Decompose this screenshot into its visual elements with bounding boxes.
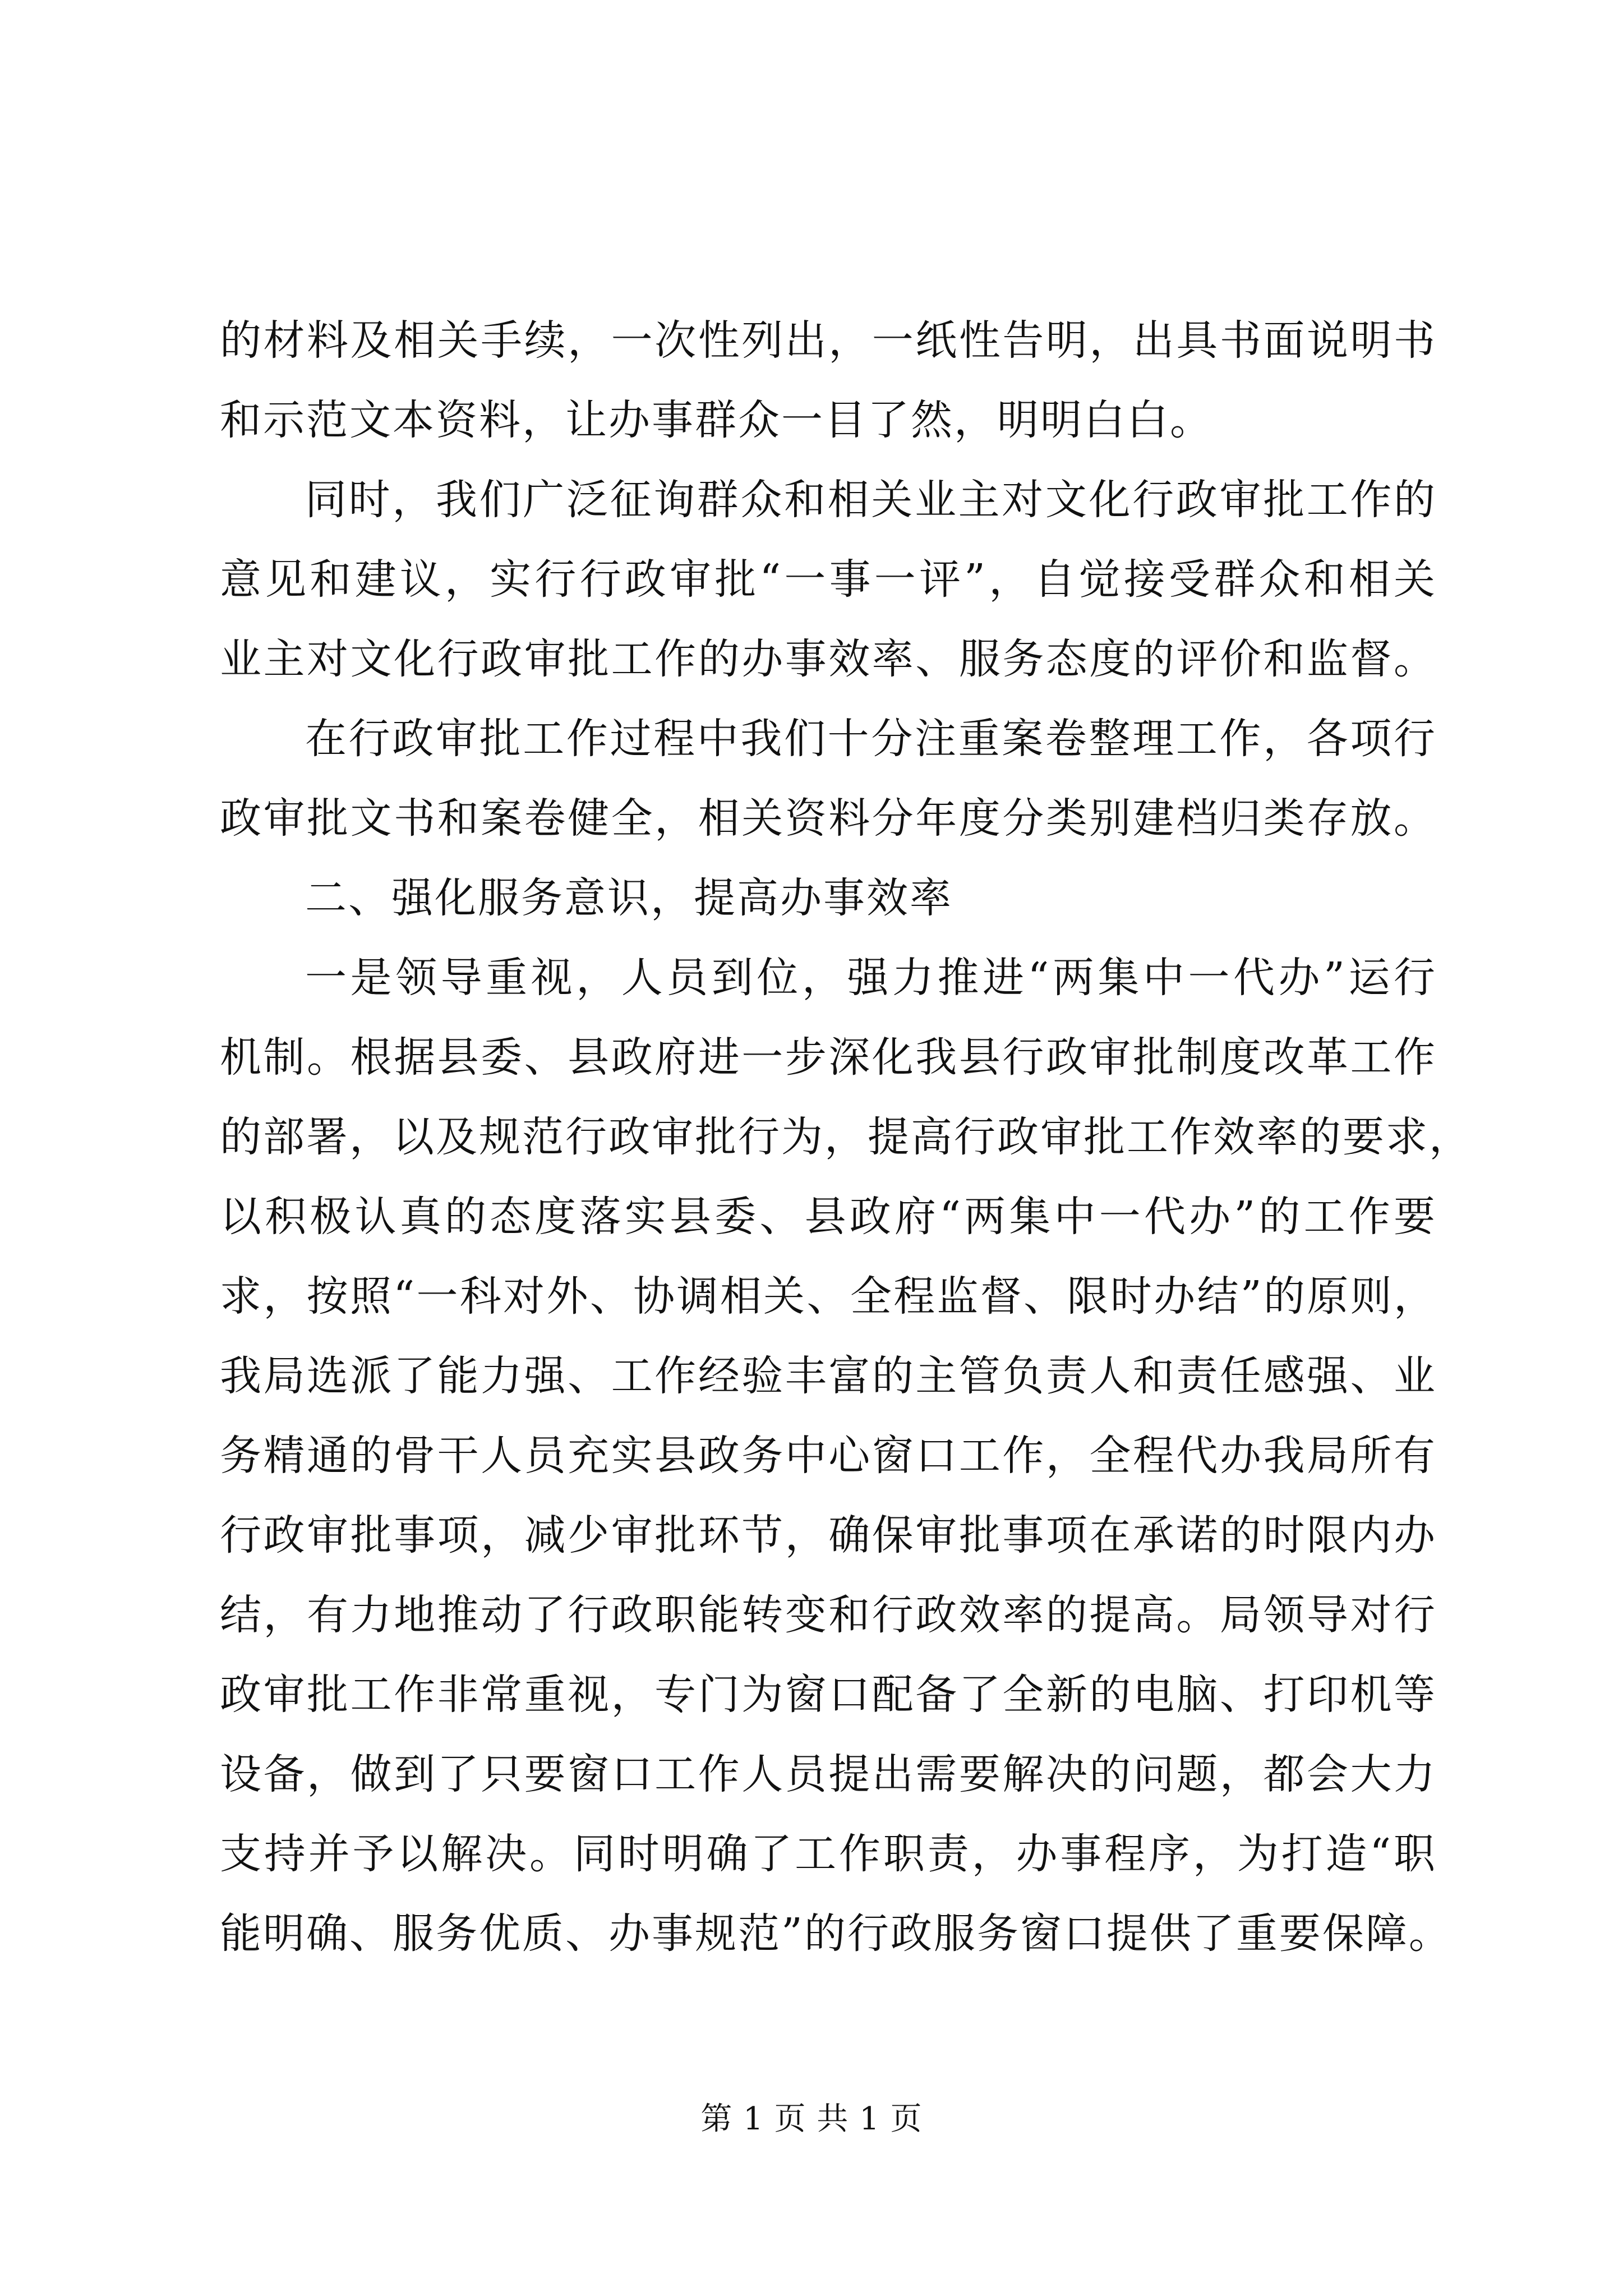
text-line: 政审批文书和案卷健全，相关资料分年度分类别建档归类存放。 <box>220 794 1437 843</box>
page-number-footer: 第 1 页 共 1 页 <box>700 2101 923 2137</box>
body-text <box>220 301 1472 1973</box>
text-line: 务精通的骨干人员充实县政务中心窗口工作，全程代办我局所有 <box>220 1432 1437 1480</box>
text-line: 的部署，以及规范行政审批行为，提高行政审批工作效率的要求， <box>220 1113 1472 1161</box>
text-line: 行政审批事项，减少审批环节，确保审批事项在承诺的时限内办 <box>220 1511 1437 1559</box>
text-line: 求，按照“一科对外、协调相关、全程监督、限时办结”的原则， <box>220 1272 1437 1320</box>
text-line: 意见和建议，实行行政审批“一事一评”，自觉接受群众和相关 <box>220 555 1437 604</box>
paragraph-start-line: 一是领导重视，人员到位，强力推进“两集中一代办”运行 <box>305 954 1437 1002</box>
paragraph-start-line: 在行政审批工作过程中我们十分注重案卷整理工作，各项行 <box>305 715 1437 763</box>
text-line: 能明确、服务优质、办事规范”的行政服务窗口提供了重要保障。 <box>220 1910 1452 1958</box>
text-line: 和示范文本资料，让办事群众一目了然，明明白白。 <box>220 396 1213 444</box>
text-line: 设备，做到了只要窗口工作人员提出需要解决的问题，都会大力 <box>220 1750 1437 1798</box>
text-line: 结，有力地推动了行政职能转变和行政效率的提高。局领导对行 <box>220 1591 1437 1639</box>
paragraph-start-line: 同时，我们广泛征询群众和相关业主对文化行政审批工作的 <box>305 476 1437 524</box>
text-line: 机制。根据县委、县政府进一步深化我县行政审批制度改革工作 <box>220 1033 1437 1082</box>
text-line: 业主对文化行政审批工作的办事效率、服务态度的评价和监督。 <box>220 635 1437 683</box>
text-line: 我局选派了能力强、工作经验丰富的主管负责人和责任感强、业 <box>220 1352 1437 1400</box>
text-line: 政审批工作非常重视，专门为窗口配备了全新的电脑、打印机等 <box>220 1671 1437 1719</box>
text-line: 以积极认真的态度落实县委、县政府“两集中一代办”的工作要 <box>220 1193 1437 1241</box>
section-heading: 二、强化服务意识，提高办事效率 <box>305 874 953 922</box>
text-line: 的材料及相关手续，一次性列出，一纸性告明，出具书面说明书 <box>220 316 1437 365</box>
text-line: 支持并予以解决。同时明确了工作职责，办事程序，为打造“职 <box>220 1830 1437 1878</box>
